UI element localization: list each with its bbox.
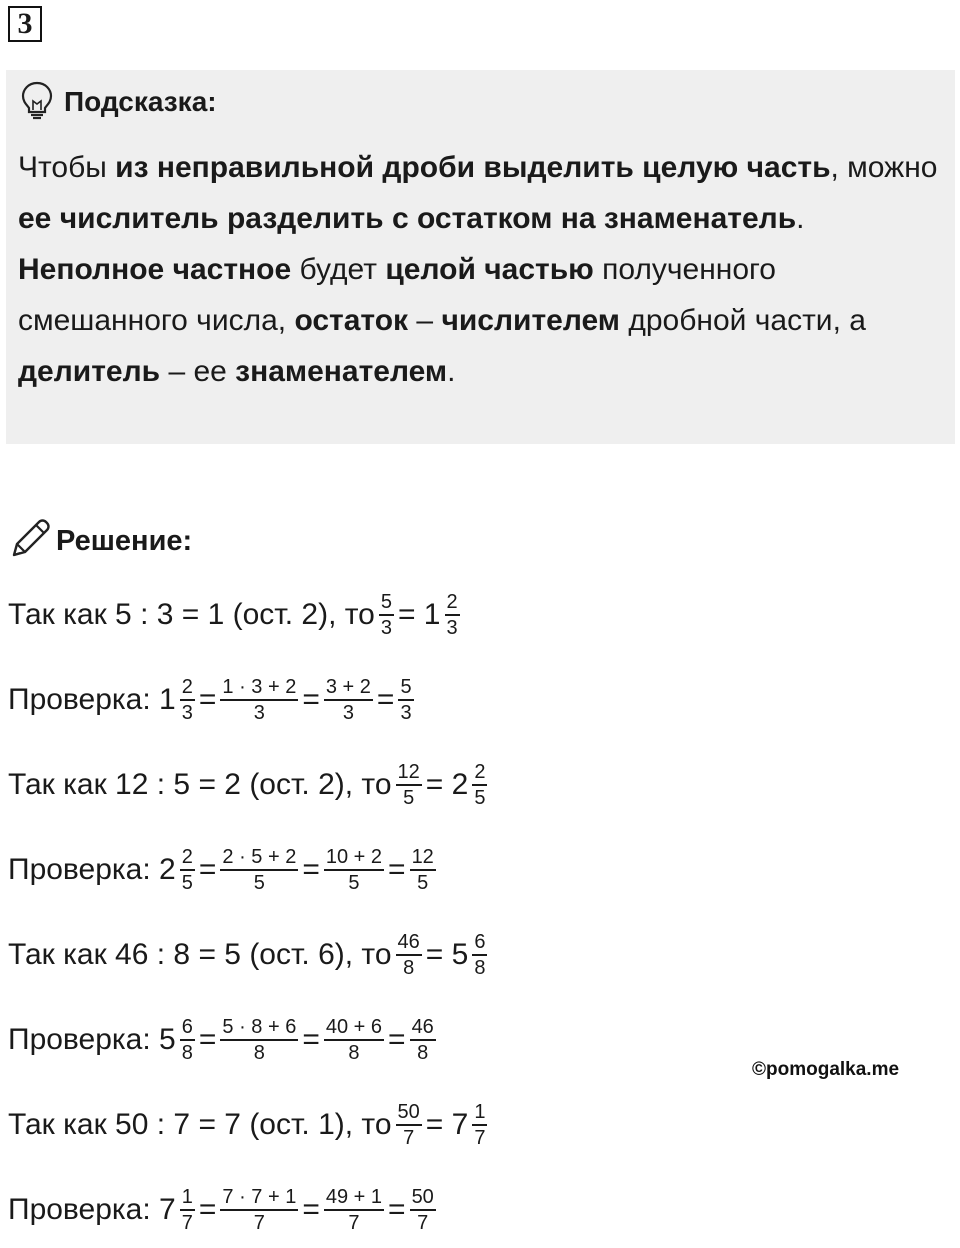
fraction-numerator: 1 · 3 + 2	[222, 676, 297, 698]
fraction	[220, 675, 298, 725]
fraction-numerator: 7 · 7 + 1	[222, 1186, 297, 1208]
fraction-denominator: 3	[324, 699, 373, 725]
fraction-denominator: 7	[472, 1124, 487, 1150]
hint-paragraph	[18, 142, 938, 397]
fraction-denominator: 8	[324, 1039, 384, 1065]
fraction-denominator: 3	[379, 614, 394, 640]
solution-line	[8, 835, 440, 905]
equation-text: =	[198, 853, 217, 886]
solution-line	[8, 750, 491, 820]
hint-text-run: –	[408, 304, 442, 337]
solution-line	[8, 665, 418, 735]
fraction-numerator: 2	[181, 846, 193, 868]
fraction	[324, 1185, 384, 1235]
fraction-denominator: 5	[472, 784, 487, 810]
fraction-denominator: 8	[472, 954, 487, 980]
equation-text: Так как 46 : 8 = 5 (ост. 6), то	[8, 938, 392, 971]
fraction-denominator: 5	[396, 784, 422, 810]
fraction	[180, 1015, 195, 1065]
equation-text: =	[198, 1193, 217, 1226]
fraction-numerator: 46	[397, 931, 420, 953]
hint-text-run: будет	[291, 253, 386, 286]
fraction-denominator: 7	[180, 1209, 195, 1235]
fraction-numerator: 2	[181, 676, 193, 698]
hint-box	[6, 70, 955, 444]
fraction-denominator: 7	[396, 1124, 422, 1150]
fraction-numerator: 5	[400, 676, 412, 698]
hint-bold-run: знаменателем	[235, 355, 448, 388]
fraction-numerator: 1	[474, 1101, 486, 1123]
fraction-denominator: 8	[180, 1039, 195, 1065]
fraction	[410, 845, 436, 895]
equation-text: = 7	[425, 1108, 469, 1141]
equation-text: Проверка: 7	[8, 1193, 176, 1226]
fraction-numerator: 6	[474, 931, 486, 953]
fraction-denominator: 3	[398, 699, 413, 725]
solution-line	[8, 1005, 440, 1075]
fraction-denominator: 8	[410, 1039, 436, 1065]
pencil-icon	[8, 517, 52, 566]
fraction-denominator: 7	[324, 1209, 384, 1235]
fraction	[396, 930, 422, 980]
fraction-numerator: 2	[474, 761, 486, 783]
hint-bold-run: остаток	[294, 304, 409, 337]
equation-text: Так как 12 : 5 = 2 (ост. 2), то	[8, 768, 392, 801]
hint-bold-run: из неправильной дроби выделить целую часть	[115, 151, 831, 184]
solution-header	[8, 516, 192, 566]
equation-text: =	[388, 1193, 406, 1226]
equation-text: =	[302, 1023, 320, 1056]
fraction	[379, 590, 394, 640]
fraction-numerator: 5	[380, 591, 392, 613]
fraction	[472, 1100, 487, 1150]
fraction	[396, 1100, 422, 1150]
fraction	[445, 590, 460, 640]
solution-line	[8, 1175, 440, 1245]
fraction-numerator: 50	[397, 1101, 420, 1123]
hint-bold-run: ее числитель разделить с остатком на знаменатель	[18, 202, 797, 235]
hint-text-run: Чтобы	[18, 151, 116, 184]
equation-text: =	[198, 1023, 217, 1056]
solution-title: Решение:	[56, 524, 193, 557]
hint-title: Подсказка:	[64, 86, 217, 117]
fraction	[324, 845, 384, 895]
fraction	[398, 675, 413, 725]
fraction-numerator: 1	[181, 1186, 193, 1208]
fraction-denominator: 7	[410, 1209, 436, 1235]
fraction-numerator: 5 · 8 + 6	[222, 1016, 297, 1038]
equation-text: =	[388, 1023, 406, 1056]
fraction-denominator: 5	[180, 869, 195, 895]
fraction-denominator: 5	[324, 869, 384, 895]
fraction-denominator: 5	[220, 869, 298, 895]
equation-text: Так как 50 : 7 = 7 (ост. 1), то	[8, 1108, 392, 1141]
fraction-denominator: 8	[396, 954, 422, 980]
hint-text-run: , можно	[830, 151, 938, 184]
equation-text: = 5	[425, 938, 469, 971]
task-number-box: 3	[8, 6, 42, 42]
fraction-numerator: 50	[411, 1186, 434, 1208]
equation-text: = 1	[397, 598, 441, 631]
hint-text-run: полученного смешанного числа,	[18, 253, 776, 337]
fraction-denominator: 8	[220, 1039, 298, 1065]
fraction-denominator: 3	[220, 699, 298, 725]
solution-line	[8, 920, 491, 990]
equation-text: Проверка: 1	[8, 683, 176, 716]
fraction	[180, 845, 195, 895]
fraction	[396, 760, 422, 810]
equation-text: =	[376, 683, 395, 716]
fraction	[220, 1185, 298, 1235]
fraction	[472, 760, 487, 810]
equation-text: =	[388, 853, 406, 886]
fraction-denominator: 7	[220, 1209, 298, 1235]
fraction-numerator: 12	[411, 846, 434, 868]
equation-text: =	[198, 683, 217, 716]
fraction-numerator: 2	[446, 591, 458, 613]
fraction-numerator: 6	[181, 1016, 193, 1038]
hint-header	[20, 82, 217, 122]
fraction-numerator: 12	[397, 761, 420, 783]
fraction	[324, 675, 373, 725]
hint-bold-run: целой частью	[385, 253, 594, 286]
hint-bold-run: Неполное частное	[18, 253, 292, 286]
fraction	[180, 1185, 195, 1235]
equation-text: = 2	[425, 768, 469, 801]
fraction	[324, 1015, 384, 1065]
hint-bold-run: делитель	[18, 355, 161, 388]
fraction	[410, 1015, 436, 1065]
equation-text: =	[302, 1193, 320, 1226]
lightbulb-icon	[20, 80, 54, 125]
fraction-numerator: 2 · 5 + 2	[222, 846, 297, 868]
fraction-denominator: 5	[410, 869, 436, 895]
fraction	[220, 845, 298, 895]
fraction-denominator: 3	[445, 614, 460, 640]
fraction-numerator: 46	[411, 1016, 434, 1038]
fraction-numerator: 3 + 2	[325, 676, 371, 698]
fraction-denominator: 3	[180, 699, 195, 725]
hint-text-run: дробной части, а	[620, 304, 866, 337]
hint-text-run: .	[796, 202, 805, 235]
equation-text: Проверка: 5	[8, 1023, 176, 1056]
equation-text: =	[302, 853, 320, 886]
equation-text: Так как 5 : 3 = 1 (ост. 2), то	[8, 598, 375, 631]
equation-text: Проверка: 2	[8, 853, 176, 886]
fraction-numerator: 49 + 1	[325, 1186, 383, 1208]
solution-line	[8, 1090, 491, 1160]
hint-bold-run: числителем	[441, 304, 621, 337]
fraction	[180, 675, 195, 725]
fraction-numerator: 40 + 6	[325, 1016, 383, 1038]
equation-text: =	[302, 683, 320, 716]
hint-text-run: – ее	[160, 355, 236, 388]
fraction-numerator: 10 + 2	[325, 846, 383, 868]
solution-line	[8, 580, 464, 650]
fraction	[410, 1185, 436, 1235]
watermark: ©pomogalka.me	[752, 1059, 900, 1080]
fraction	[472, 930, 487, 980]
fraction	[220, 1015, 298, 1065]
hint-text-run: .	[447, 355, 456, 388]
